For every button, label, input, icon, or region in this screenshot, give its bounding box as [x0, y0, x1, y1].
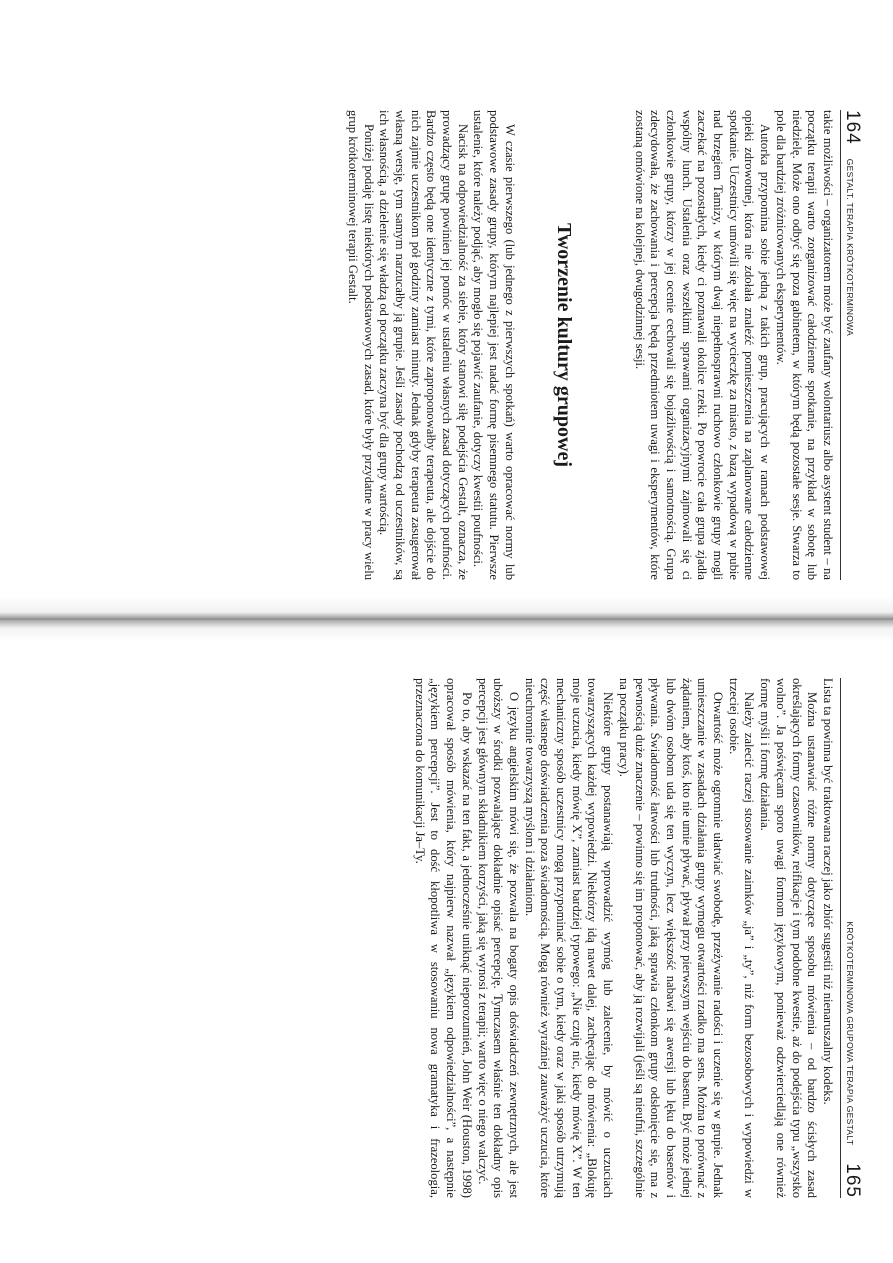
right-page [0, 638, 893, 1248]
paragraph: W czasie pierwszego (lub jednego z pierwszych spotkań) warto opracować normy lub podstawowe zasady grupy, którym najlepiej jest nadać formę pisemnego statutu. Pierwsze ustalenie, które należy podjąć, aby mogło się pojawić zaufanie, dotyczy kwestii poufności. [471, 110, 517, 580]
paragraph: Można ustanawiać różne normy dotyczące sposobu mówienia – od bardzo ścisłych zasad określających formy czasowników, reifikacje i tym podobne kwestie, aż do podejścia typu „wszystko wolno”. Ja poświęcam sporo uwagi formom językowym, ponieważ odzwierciedlają one również formę myśli i formę działania. [758, 678, 820, 1198]
paragraph: Otwartość może ogromnie ułatwiać swobodę, przeżywanie radości i uczenie się w grupie. Jednak umieszczanie w zasadach działania grupy wymogu otwartości rzadko ma sens. Można to porównać z żądaniem, aby ktoś, kto nie umie pływać, pływał przy pierwszym wejściu do basenu. Być może jednej lub dwóm osobom uda się ten wyczyn, lecz większość nabawi się awersji lub lęku do basenów i pływania. Świadomość łatwości lub trudności, jaką sprawia członkom grupy odsłonięcie się, ma z pewnością duże znaczenie – powinno się im proponować, aby ją rozwijali (jeśli są nieufni, szczególnie na początku pracy). [616, 678, 726, 1198]
running-head: KRÓTKOTERMINOWA GRUPOWA TERAPIA GESTALT [845, 921, 855, 1146]
paragraph: Poniżej podaję listę niektórych podstawowych zasad, które były przydatne w pracy wielu grup krótkoterminowej terapii Gestalt. [345, 110, 376, 580]
page-number: 165 [842, 1163, 863, 1198]
section-title: Tworzenie kultury grupowej [552, 222, 575, 468]
paragraph: Lista ta powinna być traktowana raczej jako zbiór sugestii niż nienaruszalny kodeks. [821, 678, 835, 1105]
paragraph: O języku angielskim mówi się, że pozwala na bogaty opis doświadczeń zewnętrznych, ale jest uboższy w środki pozwalające dokładnie opisać percepcję. Tymczasem właśnie ten dokładny opis percepcji jest głównym składnikiem korzyści, jaką się wynosi z terapii; warto więc o niego walczyć. [475, 678, 521, 1198]
paragraph: Należy zalecić raczej stosowanie zaimków „ja” i „ty”, niż form bezosobowych i wypowiedzi w trzeciej osobie. [726, 678, 757, 1198]
left-page-header [840, 110, 863, 580]
right-page-header [840, 678, 863, 1198]
left-page [0, 0, 893, 608]
running-head: GESTALT. TERAPIA KRÓTKOTERMINOWA [845, 158, 855, 337]
left-page-body [344, 110, 835, 580]
right-page-body [411, 678, 835, 1198]
page-number: 164 [842, 110, 863, 145]
paragraph: Autorka przypomina sobie jedną z takich grup, pracujących w ramach podstawowej opieki zdrowotnej, która nie zdołała znaleźć pomieszczenia na zaplanowane całodzienne spotkanie. Uczestnicy umówili się więc na wycieczkę za miasto, z bazą wypadową w pubie nad brzegiem Tamizy, w którym dwaj niepełnosprawni ruchowo członkowie grupy mogli zaczekać na pozostałych, kiedy ci poznawali okolice rzeki. Po powrocie cała grupa zjadła wspólny lunch. Ustalenia oraz wszelkimi sprawami organizacyjnymi zajmowali się ci członkowie grupy, którzy w jej ocenie cechowali się bojaźliwością i samotnością. Grupa zdecydowała, że zachowania i percepcja będą przedmiotem uwagi i eksperymentów, które zostaną omówione na kolejnej, dwugodzinnej sesji. [632, 110, 773, 580]
paragraph: Niektóre grupy postanawiają wprowadzić wymóg lub zalecenie, by mówić o uczuciach towarzyszących każdej wypowiedzi. Niektórzy idą nawet dalej, zachęcając do mówienia: „Blokuję moje uczucia, kiedy mówię X”, zamiast bardziej typowego: „Nie czuję nic, kiedy mówię X”. W ten mechaniczny sposób uczestnicy mogą przypominać sobie o tym, kiedy oraz w jaki sposób utrzymują część własnego doświadczenia poza świadomością. Mogą również wyraźniej zauważyć uczucia, które nieuchronnie towarzyszą myślom i działaniom. [522, 678, 616, 1198]
paragraph: Nacisk na odpowiedzialność za siebie, który stanowi siłę podejścia Gestalt, oznacza, że prowadzący grupę powinien jej pomóc w ustaleniu własnych zasad dotyczących poufności. Bardzo często będą one identyczne z tymi, które zaproponowałby terapeuta, ale dojście do nich zajmie uczestnikom pół godziny zamiast minuty. Jednak gdyby terapeuta zasugerował własną wersję, tym samym narzucałby ją grupie. Jeśli zasady pochodzą od uczestników, są ich własnością, a dzielenie się władzą od początku zaczyna być dla grupy wartością. [377, 110, 470, 580]
paragraph: Po to, aby wskazać na ten fakt, a jednocześnie uniknąć nieporozumień, John Weir (Houston, 1998) opracował sposób mówienia, który najpierw nazwał „językiem odpowiedzialności”, a następnie „językiem percepcji”. Jest to dość kłopotliwa w stosowaniu nowa gramatyka i frazeologia, przeznaczona do komunikacji Ja–Ty. [412, 678, 474, 1198]
paragraph: takie możliwości – organizatorem może być zaufany wolontariusz albo asystent student – na początku terapii warto zorganizować całodzienne spotkanie, na przykład w sobotę lub niedzielę. Może ono odbyć się poza gabinetem, w którym będą pozostałe sesje. Stwarza to pole dla bardziej zróżnicowanych eksperymentów. [773, 110, 835, 580]
